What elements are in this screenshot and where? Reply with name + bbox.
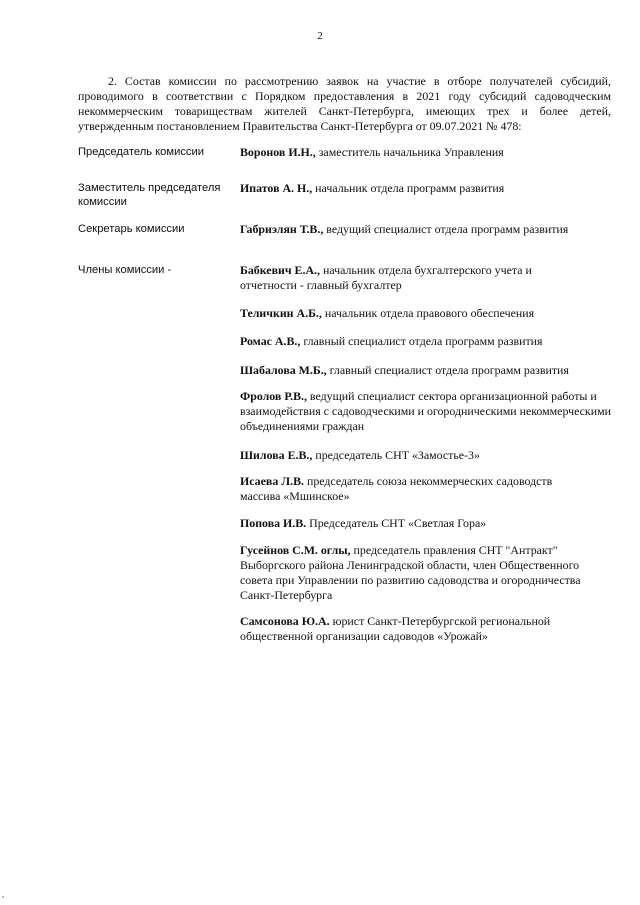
member-entry bbox=[240, 222, 612, 237]
member-position: начальник отдела правового обеспечения bbox=[321, 306, 535, 320]
role-label-deputy: Заместитель председателя комиссии bbox=[78, 182, 221, 208]
member-entry bbox=[240, 516, 612, 531]
member-position: председатель правления СНТ "Антракт" Выборгского района Ленинградской области, член Общественного совета при Управлении по развитию садоводства и огородничества Санкт-Петербурга bbox=[240, 543, 581, 602]
member-entry bbox=[240, 363, 612, 378]
intro-paragraph: 2. Состав комиссии по рассмотрению заявок на участие в отборе получателей субсидий, проводимого в соответствии с Порядком предоставления в 2021 году субсидий садоводческим некоммерческим товариществам жителей Санкт-Петербурга, имеющих трех и более детей, утвержденным постановлением Правительства Санкт-Петербурга от 09.07.2021 № 478: bbox=[78, 74, 611, 133]
role-label-members: Члены комиссии - bbox=[78, 264, 172, 276]
role-label-secretary: Секретарь комиссии bbox=[78, 223, 185, 235]
member-name: Теличкин А.Б., bbox=[240, 306, 322, 320]
role-label-chairman: Председатель комиссии bbox=[78, 146, 205, 158]
member-position: начальник отдела программ развития bbox=[312, 181, 505, 195]
member-position: ведущий специалист сектора организационной работы и взаимодействия с садоводческими и огородническими некоммерческими объединениями граждан bbox=[240, 389, 611, 433]
member-entry bbox=[240, 334, 612, 349]
member-position: юрист Санкт-Петербургской региональной общественной организации садоводов «Урожай» bbox=[240, 614, 551, 643]
member-entry bbox=[240, 306, 612, 321]
member-position: Председатель СНТ «Светлая Гора» bbox=[306, 516, 487, 530]
member-name: Ромас А.В., bbox=[240, 334, 301, 348]
scan-edge-mark: , bbox=[2, 890, 4, 899]
member-name: Исаева Л.В. bbox=[240, 474, 304, 488]
member-entry bbox=[240, 263, 570, 293]
member-name: Воронов И.Н., bbox=[240, 145, 316, 159]
member-name: Шабалова М.Б., bbox=[240, 363, 327, 377]
member-name: Бабкевич Е.А., bbox=[240, 263, 320, 277]
member-position: главный специалист отдела программ развития bbox=[300, 334, 543, 348]
member-entry bbox=[240, 614, 585, 644]
member-position: председатель СНТ «Замостье-3» bbox=[312, 448, 480, 462]
member-name: Ипатов А. Н., bbox=[240, 181, 313, 195]
member-name: Фролов Р.В., bbox=[240, 389, 307, 403]
member-position: начальник отдела бухгалтерского учета и отчетности - главный бухгалтер bbox=[240, 263, 532, 292]
member-name: Попова И.В. bbox=[240, 516, 307, 530]
page-number: 2 bbox=[317, 30, 323, 42]
member-position: ведущий специалист отдела программ развития bbox=[323, 222, 569, 236]
member-entry bbox=[240, 474, 585, 504]
member-position: заместитель начальника Управления bbox=[315, 145, 504, 159]
member-name: Самсонова Ю.А. bbox=[240, 614, 330, 628]
member-entry bbox=[240, 145, 612, 160]
member-position: главный специалист отдела программ развития bbox=[326, 363, 569, 377]
member-name: Гусейнов С.М. оглы, bbox=[240, 543, 351, 557]
member-entry bbox=[240, 181, 612, 196]
member-name: Шилова Е.В., bbox=[240, 448, 313, 462]
member-entry bbox=[240, 389, 612, 434]
member-name: Габриэлян Т.В., bbox=[240, 222, 324, 236]
member-entry bbox=[240, 448, 612, 463]
member-entry bbox=[240, 543, 612, 603]
member-position: председатель союза некоммерческих садоводств массива «Мшинское» bbox=[240, 474, 553, 503]
